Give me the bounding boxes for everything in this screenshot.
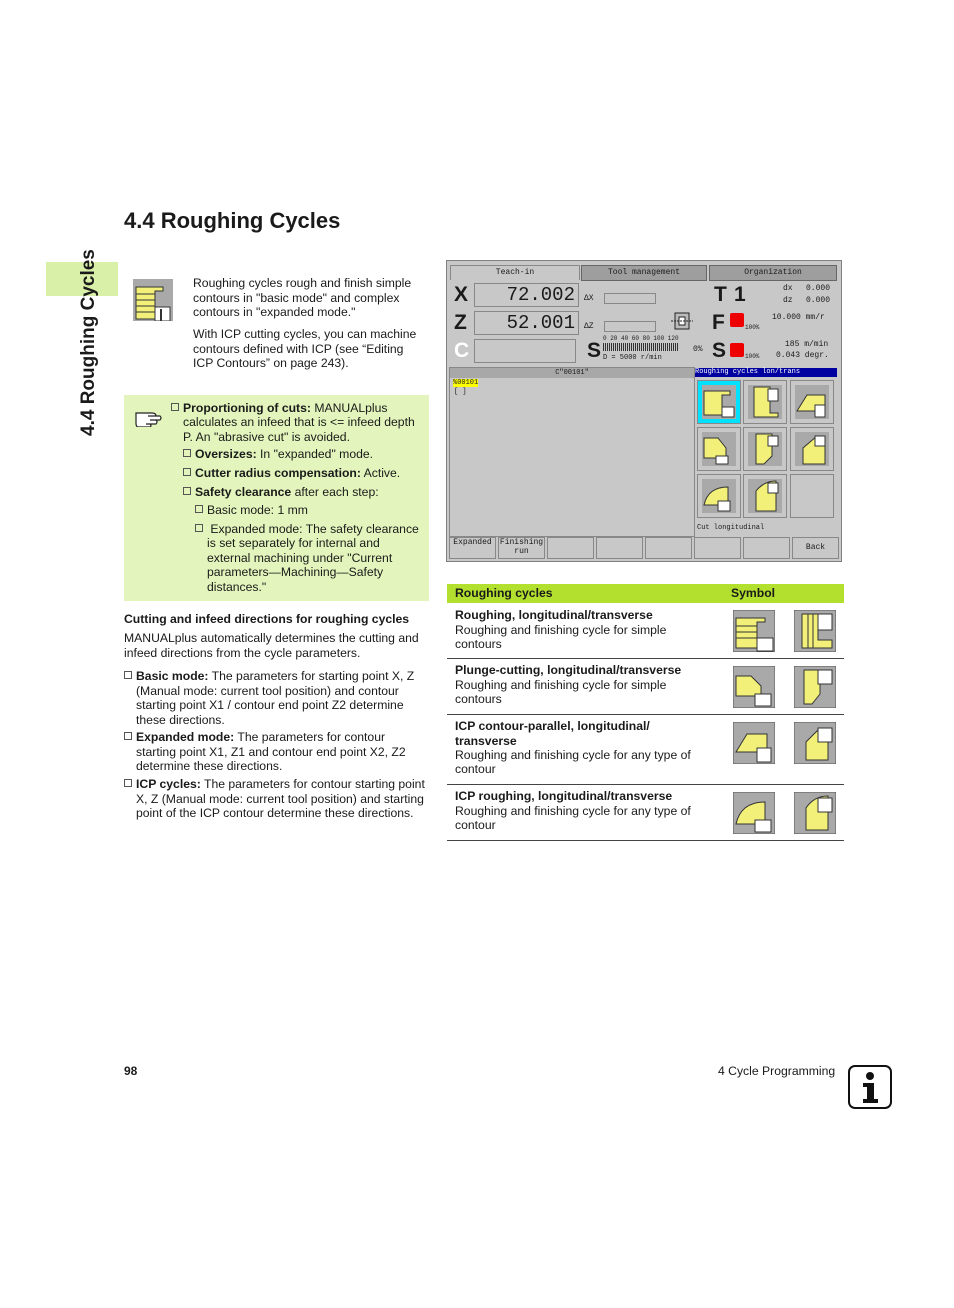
spindle-override-icon <box>730 343 744 357</box>
s-label-left: S <box>587 339 602 362</box>
spindle-speed: D = 5000 r/min <box>603 354 662 362</box>
section-title: 4.4 Roughing Cycles <box>124 208 341 233</box>
softkey-6[interactable] <box>694 537 741 559</box>
menu-caption: Cut longitudinal <box>697 524 765 532</box>
note-box <box>124 395 429 601</box>
tab-teach-in[interactable]: Teach-in <box>450 265 580 280</box>
menu-cell-empty <box>790 474 834 518</box>
dx-bar <box>604 293 656 304</box>
roughing-cycle-icon <box>133 279 173 321</box>
page-number: 98 <box>124 1064 138 1078</box>
softkey-finishing-run[interactable]: Finishing run <box>498 537 545 559</box>
menu-title: Roughing cycles lon/trans <box>695 368 837 377</box>
directions-item-expanded: Expanded mode: The parameters for contour starting point X1, Z1 and contour end point X2, Z2 determine these directions. <box>136 730 428 774</box>
menu-cell-icp-transverse[interactable] <box>790 427 834 471</box>
feed-override-icon <box>730 313 744 327</box>
tab-organization[interactable]: Organization <box>709 265 837 281</box>
note-subitem-basic: Basic mode: 1 mm <box>207 503 425 517</box>
roughing-longitudinal-icon <box>733 610 775 652</box>
program-name: C"00101" <box>450 368 694 378</box>
pointing-hand-icon <box>134 405 164 427</box>
softkey-3[interactable] <box>547 537 594 559</box>
menu-cell-icp-roughing-transverse[interactable] <box>743 474 787 518</box>
f-label: F <box>712 311 725 334</box>
z-axis-label: Z <box>454 311 467 334</box>
table-rule <box>447 714 844 715</box>
directions-item-icp: ICP cycles: The parameters for contour starting point X, Z (Manual mode: current tool position) and starting point of the ICP contour determine these directions. <box>136 777 428 821</box>
c-axis-label: C <box>454 339 470 362</box>
t-label: T <box>714 283 727 306</box>
table-rule <box>447 658 844 659</box>
s-label-right: S <box>712 339 727 362</box>
menu-cell-cut-longitudinal[interactable] <box>697 380 741 424</box>
load-percent: 0% <box>693 345 703 354</box>
header-roughing-cycles: Roughing cycles <box>455 586 553 600</box>
dx-small-label: ΔX <box>584 294 594 303</box>
row-1-desc: Roughing and finishing cycle for simple contours <box>455 623 667 652</box>
tool-holder-icon <box>671 311 693 331</box>
roughing-transverse-icon <box>794 610 836 652</box>
intro-paragraph-1: Roughing cycles rough and finish simple contours in "basic mode" and complex contours in "expanded mode." <box>193 276 412 320</box>
softkey-7[interactable] <box>743 537 790 559</box>
note-item-cutter-radius: Cutter radius compensation: Active. <box>195 466 425 480</box>
directions-item-basic: Basic mode: The parameters for starting point X, Z (Manual mode: current tool position) and contour starting point X1 / contour end point Z2 determine these directions. <box>136 669 428 727</box>
menu-cell-icp-longitudinal[interactable] <box>790 380 834 424</box>
table-header <box>447 584 844 603</box>
t-value: 1 <box>734 283 746 306</box>
header-symbol: Symbol <box>731 586 776 600</box>
icp-roughing-transverse-icon <box>794 792 836 834</box>
program-code: %00101 <box>453 379 479 387</box>
softkey-4[interactable] <box>596 537 643 559</box>
row-2-title: Plunge-cutting, longitudinal/transverse <box>455 663 682 677</box>
dz-name: dz <box>783 296 793 305</box>
table-rule <box>447 784 844 785</box>
program-brackets: [ ] <box>454 388 467 396</box>
spindle-percent: 100% <box>745 353 760 360</box>
row-3-title: ICP contour-parallel, longitudinal/ transverse <box>455 719 650 748</box>
dx-offset: 0.000 <box>806 284 831 293</box>
intro-paragraph-2: With ICP cutting cycles, you can machine contours defined with ICP (see “Editing ICP Contours” on page 243). <box>193 327 417 371</box>
row-2-desc: Roughing and finishing cycle for simple contours <box>455 678 667 707</box>
dx-name: dx <box>783 284 793 293</box>
icp-contour-longitudinal-icon <box>733 722 775 764</box>
chapter-name: 4 Cycle Programming <box>718 1064 836 1078</box>
x-axis-label: X <box>454 283 469 306</box>
note-item-oversizes: Oversizes: In "expanded" mode. <box>195 447 425 461</box>
row-4-title: ICP roughing, longitudinal/transverse <box>455 789 673 803</box>
softkey-back[interactable]: Back <box>792 537 839 559</box>
icp-contour-transverse-icon <box>794 722 836 764</box>
c-value <box>474 339 576 363</box>
directions-intro: MANUALplus automatically determines the cutting and infeed directions from the cycle parameters. <box>124 631 419 660</box>
dz-bar <box>604 321 656 332</box>
load-gauge <box>603 343 679 351</box>
load-scale: 0 20 40 60 80 100 120 <box>603 335 679 342</box>
cutting-speed: 185 m/min <box>785 340 829 349</box>
info-icon <box>848 1065 892 1109</box>
plunge-longitudinal-icon <box>733 666 775 708</box>
z-value: 52.001 <box>474 311 579 335</box>
control-screenshot <box>446 260 842 562</box>
row-1-title: Roughing, longitudinal/transverse <box>455 608 653 622</box>
note-item-safety: Safety clearance after each step: <box>195 485 425 499</box>
dz-offset: 0.000 <box>806 296 831 305</box>
menu-cell-plunge-transverse[interactable] <box>743 427 787 471</box>
menu-cell-cut-transverse[interactable] <box>743 380 787 424</box>
x-value: 72.002 <box>474 283 579 307</box>
softkey-5[interactable] <box>645 537 692 559</box>
side-tab-label: 4.4 Roughing Cycles <box>78 249 99 436</box>
spindle-angle: 0.043 degr. <box>776 351 829 360</box>
row-3-desc: Roughing and finishing cycle for any type of contour <box>455 748 691 777</box>
note-subitem-expanded: Expanded mode: The safety clearance is set separately for internal and external machining under "Current parameters—Machining—Safety distances." <box>207 522 425 594</box>
note-item-proportioning: Proportioning of cuts: MANUALplus calculates an infeed that is <= infeed depth P. An "abrasive cut" is avoided. <box>183 401 423 444</box>
row-4-desc: Roughing and finishing cycle for any type of contour <box>455 804 691 833</box>
feed-percent: 100% <box>745 324 760 331</box>
plunge-transverse-icon <box>794 666 836 708</box>
softkey-expanded[interactable]: Expanded <box>449 537 496 559</box>
directions-heading: Cutting and infeed directions for roughing cycles <box>124 612 410 626</box>
menu-cell-icp-roughing-longitudinal[interactable] <box>697 474 741 518</box>
tab-tool-management[interactable]: Tool management <box>581 265 707 281</box>
table-rule <box>447 840 844 841</box>
program-window <box>449 367 695 537</box>
menu-cell-plunge-longitudinal[interactable] <box>697 427 741 471</box>
dz-small-label: ΔZ <box>584 322 594 331</box>
icp-roughing-longitudinal-icon <box>733 792 775 834</box>
feed-rate: 10.000 mm/r <box>772 313 825 322</box>
